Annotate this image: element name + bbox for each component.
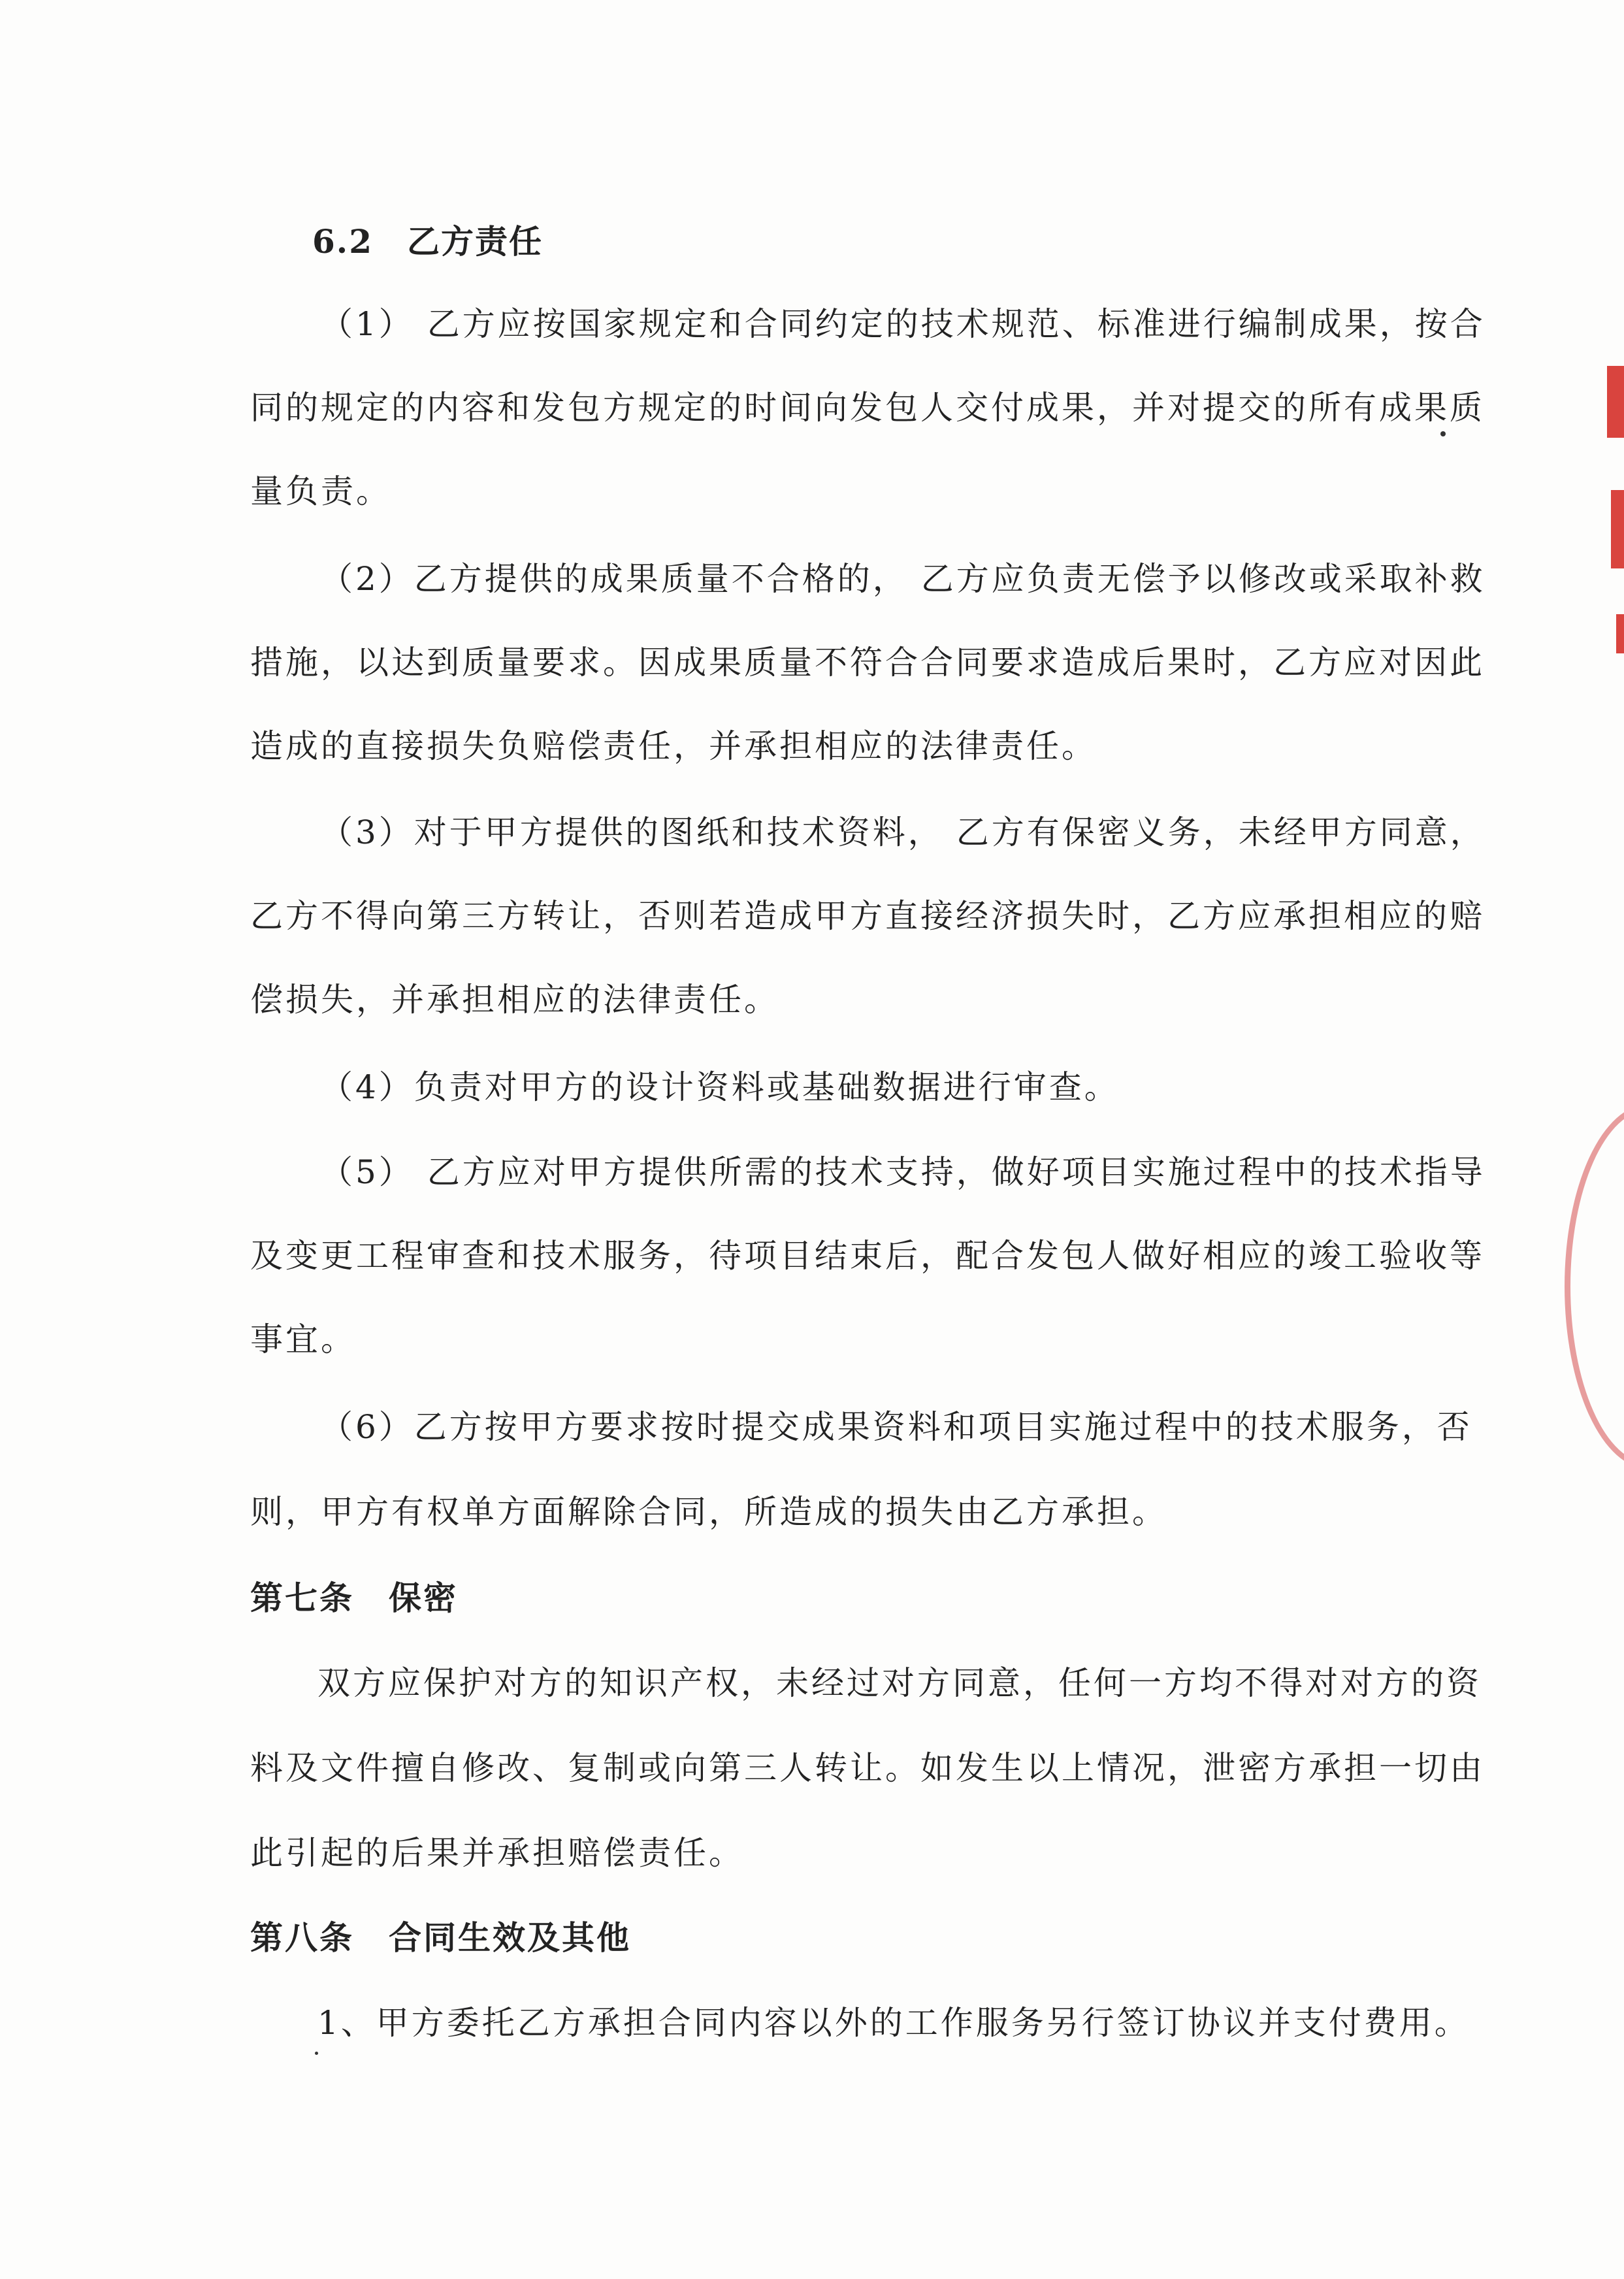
paragraph-line: （1） 乙方应按国家规定和合同约定的技术规范、标准进行编制成果，按合 [320, 305, 1486, 343]
paragraph-line: 同的规定的内容和发包方规定的时间向发包人交付成果，并对提交的所有成果质 [250, 389, 1485, 427]
paragraph-line: 则，甲方有权单方面解除合同，所造成的损失由乙方承担。 [250, 1493, 1167, 1531]
paragraph-line: 此引起的后果并承担赔偿责任。 [250, 1834, 744, 1872]
paragraph-line: 偿损失，并承担相应的法律责任。 [250, 981, 779, 1019]
paragraph-line: 1、甲方委托乙方承担合同内容以外的工作服务另行签订协议并支付费用。 [317, 2004, 1470, 2042]
company-stamp [1565, 1104, 1624, 1469]
seal-fragment [1606, 340, 1624, 680]
paragraph-line: （5） 乙方应对甲方提供所需的技术支持，做好项目实施过程中的技术指导 [320, 1153, 1486, 1191]
article-heading-8: 第八条 合同生效及其他 [250, 1918, 631, 1957]
paragraph-line: （4）负责对甲方的设计资料或基础数据进行审查。 [320, 1068, 1120, 1106]
paragraph-line: 乙方不得向第三方转让，否则若造成甲方直接经济损失时，乙方应承担相应的赔 [250, 897, 1485, 935]
paragraph-line: 事宜。 [250, 1320, 356, 1358]
speck [1440, 431, 1446, 436]
paragraph-line: 料及文件擅自修改、复制或向第三人转让。如发生以上情况，泄密方承担一切由 [250, 1749, 1485, 1787]
speck [315, 2052, 318, 2055]
article-heading-7: 第七条 保密 [250, 1579, 458, 1617]
paragraph-line: （2）乙方提供的成果质量不合格的， 乙方应负责无偿予以修改或采取补救 [320, 560, 1486, 598]
section-heading-6-2: 6.2 乙方责任 [312, 222, 543, 261]
paragraph-line: 双方应保护对方的知识产权，未经过对方同意，任何一方均不得对对方的资 [317, 1664, 1482, 1702]
paragraph-line: （3）对于甲方提供的图纸和技术资料， 乙方有保密义务，未经甲方同意， [320, 813, 1486, 851]
paragraph-line: 及变更工程审查和技术服务，待项目结束后，配合发包人做好相应的竣工验收等 [250, 1237, 1485, 1275]
paragraph-line: （6）乙方按甲方要求按时提交成果资料和项目实施过程中的技术服务，否 [320, 1408, 1472, 1446]
paragraph-line: 量负责。 [250, 472, 391, 510]
paragraph-line: 措施，以达到质量要求。因成果质量不符合合同要求造成后果时，乙方应对因此 [250, 644, 1485, 681]
paragraph-line: 造成的直接损失负赔偿责任，并承担相应的法律责任。 [250, 727, 1097, 765]
